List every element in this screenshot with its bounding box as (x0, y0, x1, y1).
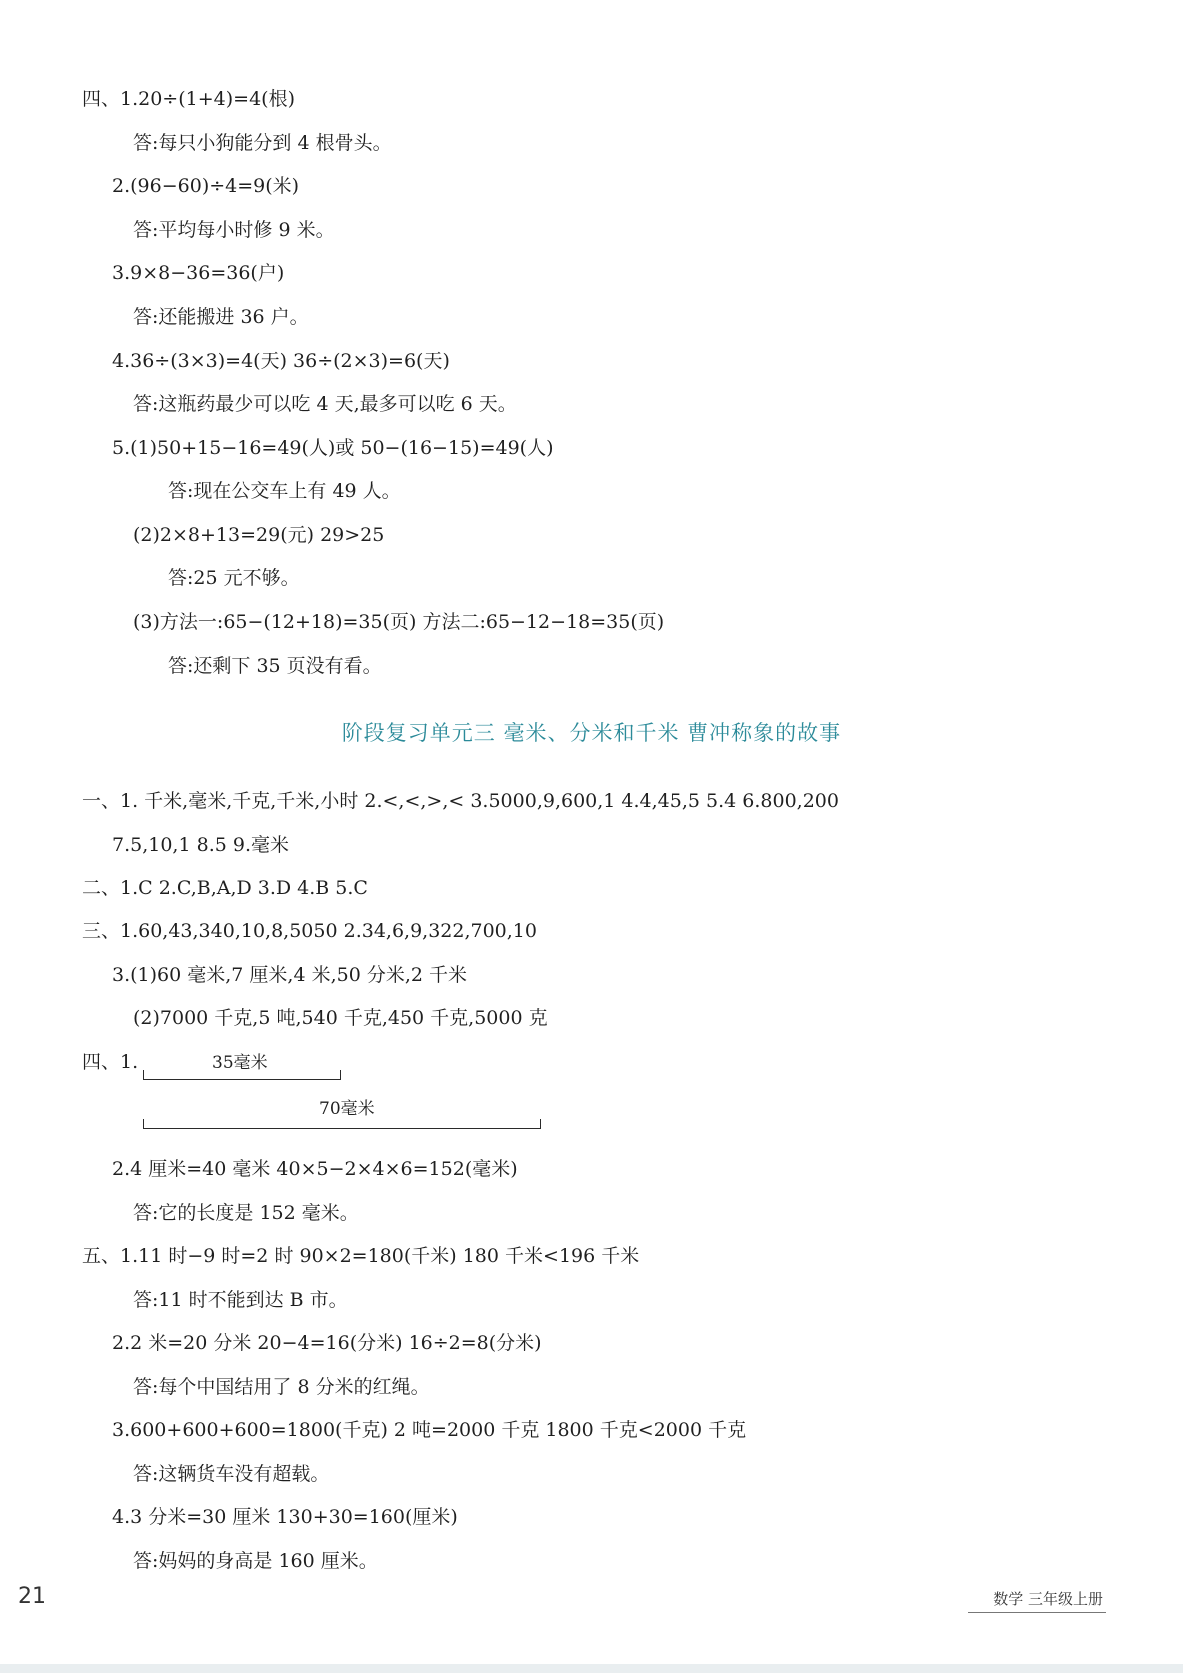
segment-35mm-tick-left (143, 1070, 144, 1079)
sec4-line-6: 答:还能搬进 36 户。 (133, 306, 309, 328)
unit3-q5-2: 2.2 米=20 分米 20−4=16(分米) 16÷2=8(分米) (112, 1332, 542, 1354)
unit3-q2: 二、1.C 2.C,B,A,D 3.D 4.B 5.C (82, 877, 368, 899)
bottom-edge (0, 1664, 1183, 1673)
unit3-q5-4-answer: 答:妈妈的身高是 160 厘米。 (133, 1550, 378, 1572)
segment-70mm-tick-left (143, 1119, 144, 1128)
unit3-q1-line1: 一、1. 千米,毫米,千克,千米,小时 2.<,<,>,< 3.5000,9,600,1 4.4,45,5 5.4 6.800,200 (82, 790, 839, 812)
unit3-q4-label: 四、1. (82, 1051, 139, 1073)
unit3-q5-3-answer: 答:这辆货车没有超载。 (133, 1463, 330, 1485)
sec4-line-5: 3.9×8−36=36(户) (112, 262, 285, 284)
unit3-q3-line2: 3.(1)60 毫米,7 厘米,4 米,50 分米,2 千米 (112, 964, 468, 986)
segment-35mm-line (143, 1079, 341, 1080)
footer-subject: 数学 三年级上册 (993, 1590, 1103, 1608)
sec4-line-7: 4.36÷(3×3)=4(天) 36÷(2×3)=6(天) (112, 350, 450, 372)
sec4-line-2: 答:每只小狗能分到 4 根骨头。 (133, 132, 392, 154)
segment-70mm-line (143, 1128, 541, 1129)
sec4-line-3: 2.(96−60)÷4=9(米) (112, 175, 300, 197)
unit3-q4-2: 2.4 厘米=40 毫米 40×5−2×4×6=152(毫米) (112, 1158, 518, 1180)
unit3-q3-line3: (2)7000 千克,5 吨,540 千克,450 千克,5000 克 (133, 1007, 548, 1029)
unit3-q5-1-answer: 答:11 时不能到达 B 市。 (133, 1289, 348, 1311)
unit-title: 阶段复习单元三 毫米、分米和千米 曹冲称象的故事 (341, 721, 842, 745)
unit3-q1-line2: 7.5,10,1 8.5 9.毫米 (112, 834, 289, 856)
sec4-line-12: 答:25 元不够。 (168, 567, 300, 589)
segment-35mm-label: 35毫米 (212, 1053, 268, 1073)
sec4-line-4: 答:平均每小时修 9 米。 (133, 219, 335, 241)
segment-70mm-tick-right (540, 1119, 541, 1128)
segment-35mm-tick-right (340, 1070, 341, 1079)
unit3-q3-line1: 三、1.60,43,340,10,8,5050 2.34,6,9,322,700,10 (82, 920, 537, 942)
sec4-line-13: (3)方法一:65−(12+18)=35(页) 方法二:65−12−18=35(页) (133, 611, 665, 633)
footer-rule (968, 1612, 1106, 1613)
sec4-line-11: (2)2×8+13=29(元) 29>25 (133, 524, 385, 546)
unit3-q5-4: 4.3 分米=30 厘米 130+30=160(厘米) (112, 1506, 458, 1528)
sec4-line-1: 四、1.20÷(1+4)=4(根) (82, 88, 295, 110)
sec4-line-9: 5.(1)50+15−16=49(人)或 50−(16−15)=49(人) (112, 437, 554, 459)
unit3-q5-3: 3.600+600+600=1800(千克) 2 吨=2000 千克 1800 千克<2000 千克 (112, 1419, 747, 1441)
unit3-q4-2-answer: 答:它的长度是 152 毫米。 (133, 1202, 359, 1224)
unit3-q5-1: 五、1.11 时−9 时=2 时 90×2=180(千米) 180 千米<196 千米 (82, 1245, 640, 1267)
page-number: 21 (18, 1584, 46, 1609)
sec4-line-14: 答:还剩下 35 页没有看。 (168, 655, 382, 677)
unit3-q5-2-answer: 答:每个中国结用了 8 分米的红绳。 (133, 1376, 430, 1398)
sec4-line-10: 答:现在公交车上有 49 人。 (168, 480, 401, 502)
segment-70mm-label: 70毫米 (319, 1099, 375, 1119)
sec4-line-8: 答:这瓶药最少可以吃 4 天,最多可以吃 6 天。 (133, 393, 517, 415)
